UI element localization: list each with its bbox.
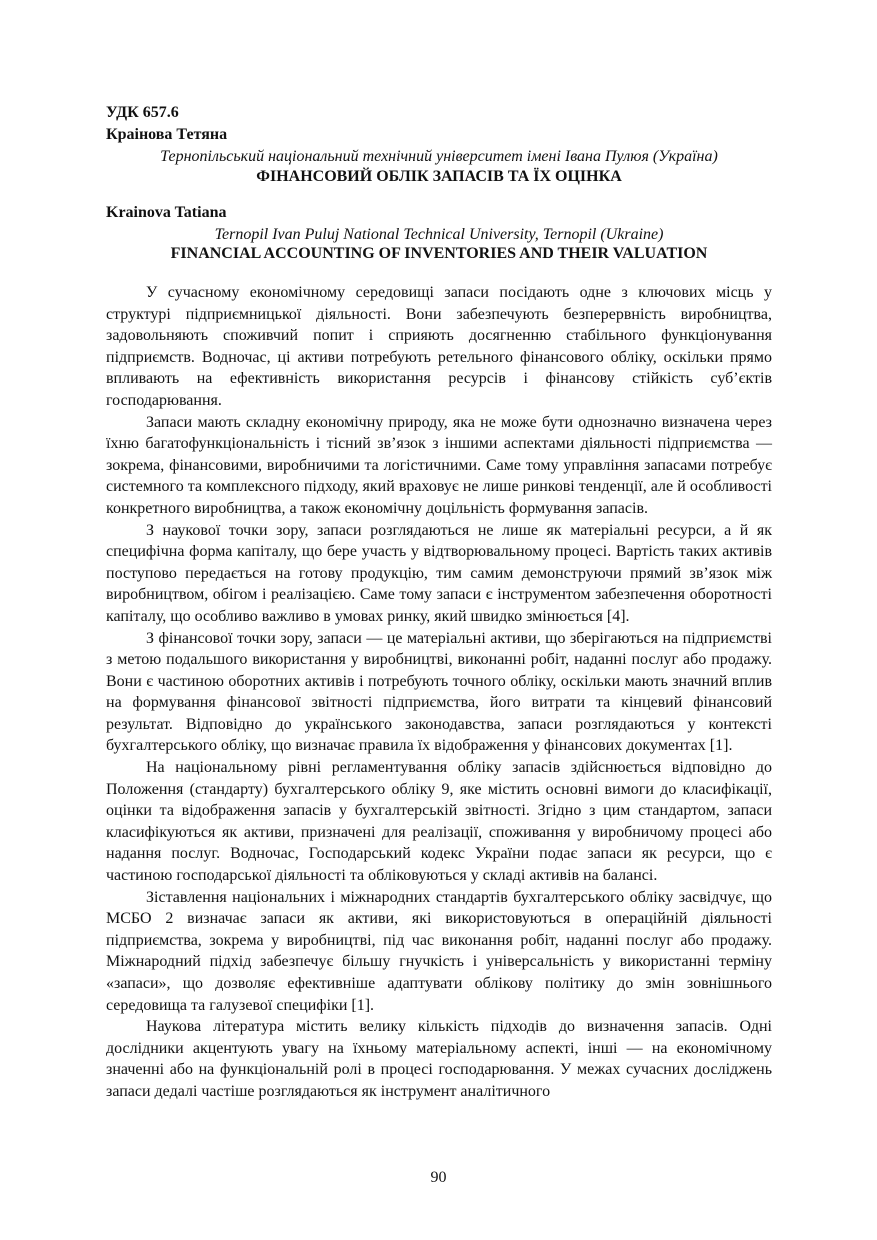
author-name-en: Krainova Tatiana [106, 204, 227, 221]
udk-code: УДК 657.6 [106, 104, 179, 121]
affiliation-ua: Тернопільський національний технічний університет імені Івана Пулюя (Україна) [160, 148, 718, 165]
paragraph: З наукової точки зору, запаси розглядаються не лише як матеріальні ресурси, а й як специфічна форма капіталу, що бере участь у відтворювальному процесі. Вартість таких активів поступово передається на готову продукцію, тим самим демонструючи прямий зв’язок між виробництвом, обігом і реалізацією. Саме тому запаси є інструментом забезпечення оборотності капіталу, що особливо важливо в умовах ринку, який швидко змінюється [4]. [106, 521, 772, 625]
paragraph: У сучасному економічному середовищі запаси посідають одне з ключових місць у структурі підприємницької діяльності. Вони забезпечують безперервність виробництва, задовольняють споживчий попит і сприяють досягненню стабільного функціонування підприємств. Водночас, ці активи потребують ретельного фінансового обліку, оскільки прямо впливають на ефективність використання ресурсів і фінансову стійкість суб’єктів господарювання. [106, 284, 772, 409]
paragraph: З фінансової точки зору, запаси — це матеріальні активи, що зберігаються на підприємстві з метою подальшого використання у виробництві, виконанні робіт, наданні послуг або продажу. Вони є частиною оборотних активів і потребують точного обліку, оскільки мають значний вплив на формування фінансової звітності підприємства, його витрати та кінцевий фінансовий результат. Відповідно до українського законодавства, запаси розглядаються у контексті бухгалтерського обліку, що визначає правила їх відображення у фінансових документах [1]. [106, 629, 772, 755]
affiliation-en: Ternopil Ivan Puluj National Technical University, Ternopil (Ukraine) [214, 226, 664, 243]
paragraph: Зіставлення національних і міжнародних стандартів бухгалтерського обліку засвідчує, що МСБО 2 визначає запаси як активи, які використовуються в операційній діяльності підприємства, зокрема у виробництві, під час виконання робіт, наданні послуг або продажу. Міжнародний підхід забезпечує більшу гнучкість і універсальність у використанні терміну «запаси», що дозволяє ефективніше адаптувати облікову політику до змін зовнішнього середовища та галузевої специфіки [1]. [106, 888, 772, 1014]
article-title-en: FINANCIAL ACCOUNTING OF INVENTORIES AND THEIR VALUATION [170, 245, 708, 262]
author-name-ua: Краінова Тетяна [106, 126, 228, 143]
article-title-ua: ФІНАНСОВИЙ ОБЛІК ЗАПАСІВ ТА ЇХ ОЦІНКА [256, 168, 622, 185]
paragraph: На національному рівні регламентування обліку запасів здійснюється відповідно до Положення (стандарту) бухгалтерського обліку 9, яке містить основні вимоги до класифікації, оцінки та відображення запасів у бухгалтерській звітності. Згідно з цим стандартом, запаси класифікуються як активи, призначені для реалізації, споживання у виробничому процесі або надання послуг. Водночас, Господарський кодекс України подає запаси як ресурси, що є частиною господарської діяльності та обліковуються у складі активів на балансі. [106, 759, 772, 885]
page-number: 90 [430, 1169, 447, 1186]
paragraph: Запаси мають складну економічну природу, яка не може бути однозначно визначена через їхню багатофункціональність і тісний зв’язок з іншими аспектами діяльності підприємства — зокрема, фінансовими, виробничими та логістичними. Саме тому управління запасами потребує системного та комплексного підходу, який враховує не лише ринкові тенденції, але й особливості конкретного виробництва, а також економічну доцільність формування запасів. [106, 413, 772, 517]
article-body [106, 282, 772, 1103]
paragraph: Наукова література містить велику кількість підходів до визначення запасів. Одні дослідники акцентують увагу на їхньому матеріальному аспекті, інші — на економічному значенні або на функціональній ролі в процесі господарювання. У межах сучасних досліджень запаси дедалі частіше розглядаються як інструмент аналітичного [106, 1018, 772, 1100]
